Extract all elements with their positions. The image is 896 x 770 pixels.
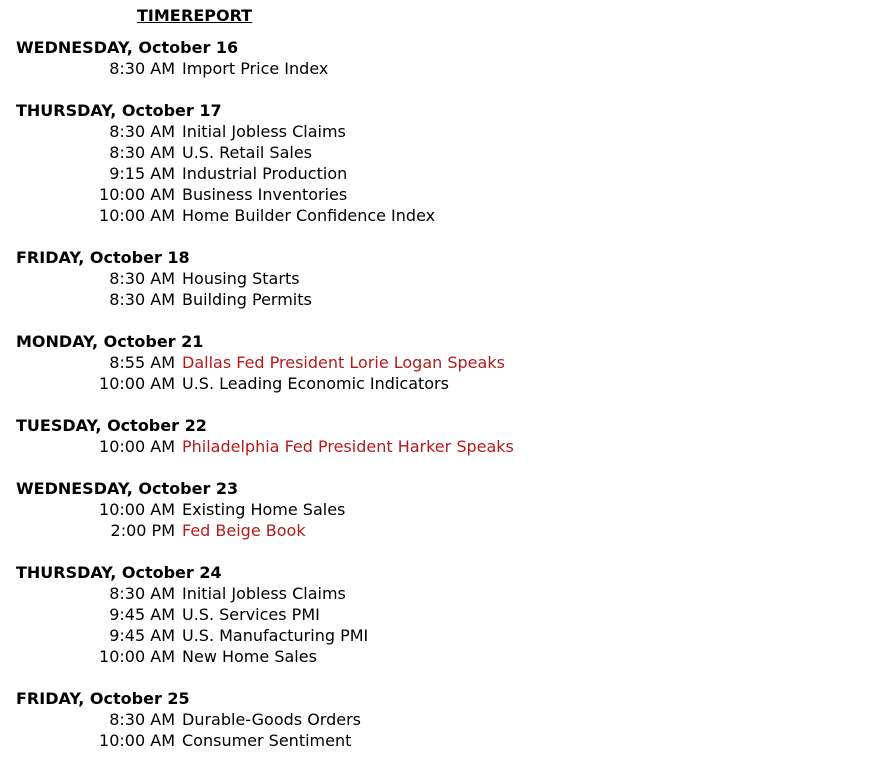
event-name: Housing Starts <box>182 269 300 288</box>
day-section <box>0 478 896 541</box>
event-row <box>0 709 896 730</box>
event-name-highlighted: Fed Beige Book <box>182 521 306 540</box>
event-time: 10:00 AM <box>99 731 175 750</box>
days-list <box>0 37 896 751</box>
day-section <box>0 247 896 310</box>
event-name: Existing Home Sales <box>182 500 346 519</box>
day-title: FRIDAY, October 18 <box>16 248 190 267</box>
event-row <box>0 268 896 289</box>
event-time: 8:30 AM <box>109 290 175 309</box>
day-title: WEDNESDAY, October 23 <box>16 479 239 498</box>
event-name: Home Builder Confidence Index <box>182 206 436 225</box>
event-row <box>0 625 896 646</box>
event-row <box>0 436 896 457</box>
event-name: U.S. Manufacturing PMI <box>182 626 369 645</box>
event-name: Consumer Sentiment <box>182 731 352 750</box>
event-name: U.S. Services PMI <box>182 605 320 624</box>
event-time: 8:30 AM <box>109 122 175 141</box>
event-row <box>0 205 896 226</box>
time-column-header: TIME <box>137 6 181 25</box>
event-name: Business Inventories <box>182 185 348 204</box>
economic-calendar <box>0 5 896 751</box>
event-row <box>0 583 896 604</box>
event-time: 10:00 AM <box>99 500 175 519</box>
day-title: WEDNESDAY, October 16 <box>16 38 239 57</box>
event-name-highlighted: Philadelphia Fed President Harker Speaks <box>182 437 514 456</box>
event-row <box>0 730 896 751</box>
event-time: 9:45 AM <box>109 626 175 645</box>
day-section <box>0 331 896 394</box>
event-row <box>0 646 896 667</box>
event-name: Initial Jobless Claims <box>182 122 346 141</box>
event-time: 8:30 AM <box>109 710 175 729</box>
event-name: Durable-Goods Orders <box>182 710 362 729</box>
event-row <box>0 58 896 79</box>
event-row <box>0 373 896 394</box>
event-row <box>0 142 896 163</box>
day-section <box>0 562 896 667</box>
event-time: 8:30 AM <box>109 59 175 78</box>
event-time: 10:00 AM <box>99 206 175 225</box>
event-name: U.S. Leading Economic Indicators <box>182 374 449 393</box>
day-title: THURSDAY, October 24 <box>16 563 222 582</box>
event-time: 8:30 AM <box>109 269 175 288</box>
event-name-highlighted: Dallas Fed President Lorie Logan Speaks <box>182 353 505 372</box>
event-time: 9:15 AM <box>109 164 175 183</box>
event-time: 10:00 AM <box>99 374 175 393</box>
event-time: 9:45 AM <box>109 605 175 624</box>
event-name: Import Price Index <box>182 59 329 78</box>
day-title: THURSDAY, October 17 <box>16 101 222 120</box>
event-time: 8:30 AM <box>109 584 175 603</box>
event-time: 8:55 AM <box>109 353 175 372</box>
event-name: New Home Sales <box>182 647 317 666</box>
event-time: 10:00 AM <box>99 647 175 666</box>
event-row <box>0 121 896 142</box>
event-name: Building Permits <box>182 290 312 309</box>
event-row <box>0 163 896 184</box>
event-row <box>0 499 896 520</box>
event-name: Industrial Production <box>182 164 348 183</box>
event-row <box>0 184 896 205</box>
event-time: 8:30 AM <box>109 143 175 162</box>
day-title: TUESDAY, October 22 <box>16 416 207 435</box>
day-title: MONDAY, October 21 <box>16 332 204 351</box>
event-name: Initial Jobless Claims <box>182 584 346 603</box>
event-row <box>0 289 896 310</box>
event-row <box>0 520 896 541</box>
day-title: FRIDAY, October 25 <box>16 689 190 708</box>
event-row <box>0 352 896 373</box>
report-column-header: REPORT <box>181 6 253 25</box>
event-time: 10:00 AM <box>99 185 175 204</box>
column-header-row <box>0 5 896 26</box>
day-section <box>0 415 896 457</box>
event-row <box>0 604 896 625</box>
event-time: 10:00 AM <box>99 437 175 456</box>
event-name: U.S. Retail Sales <box>182 143 313 162</box>
day-section <box>0 100 896 226</box>
day-section <box>0 688 896 751</box>
time-column-header-cell <box>0 5 181 26</box>
day-section <box>0 37 896 79</box>
event-time: 2:00 PM <box>110 521 175 540</box>
